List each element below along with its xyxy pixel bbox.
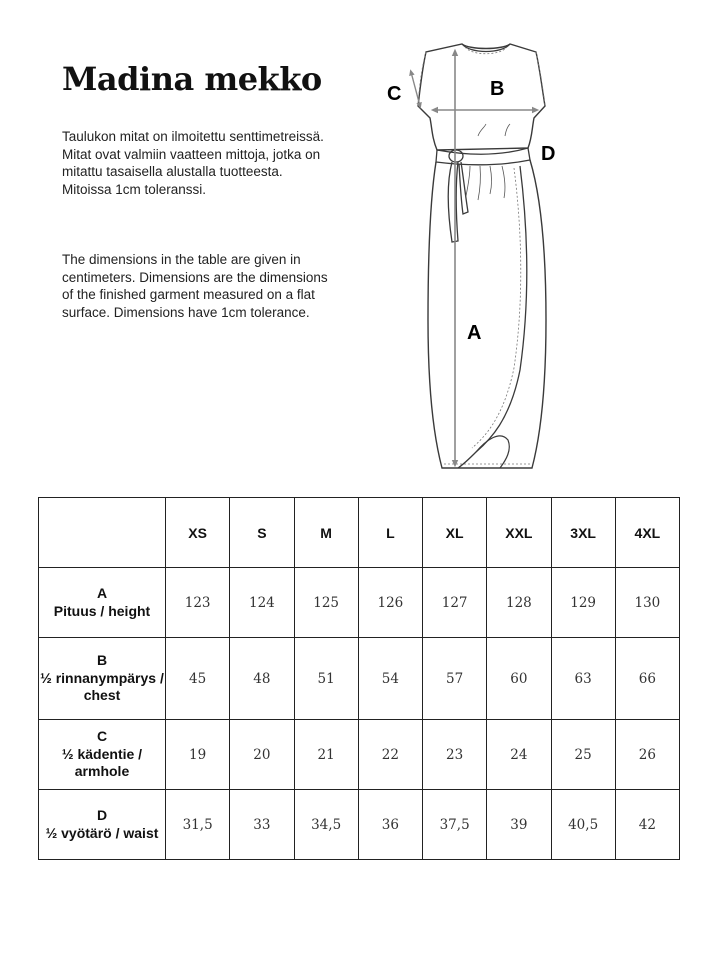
table-cell: 127: [423, 568, 487, 638]
row-description: Pituus / height: [53, 602, 151, 619]
table-cell: 51: [294, 638, 358, 720]
table-cell: 33: [230, 790, 294, 860]
table-cell: 22: [358, 720, 422, 790]
size-table: [38, 497, 680, 860]
table-cell: 125: [294, 568, 358, 638]
row-letter: B: [96, 652, 108, 669]
size-header-row: [39, 498, 680, 568]
table-cell: 21: [294, 720, 358, 790]
row-letter: D: [96, 807, 108, 823]
table-cell: 34,5: [294, 790, 358, 860]
row-header-height: [39, 568, 166, 638]
table-cell: 36: [358, 790, 422, 860]
table-cell: 126: [358, 568, 422, 638]
page-title: Madina mekko: [62, 60, 322, 98]
description-finnish: Taulukon mitat on ilmoitettu senttimetreissä. Mitat ovat valmiin vaatteen mittoja, jotka on mitattu tasaisella alustalla tuotteesta. Mitoissa 1cm toleranssi.: [62, 129, 324, 197]
size-header-xl: XL: [423, 498, 487, 568]
size-header-s: S: [230, 498, 294, 568]
table-cell: 66: [615, 638, 679, 720]
dress-illustration: [380, 30, 580, 480]
table-cell: 25: [551, 720, 615, 790]
table-cell: 45: [166, 638, 230, 720]
table-cell: 40,5: [551, 790, 615, 860]
table-cell: 23: [423, 720, 487, 790]
row-header-armhole: [39, 720, 166, 790]
table-corner-cell: [39, 498, 166, 568]
size-header-l: L: [358, 498, 422, 568]
size-header-xs: XS: [166, 498, 230, 568]
row-header-waist: [39, 790, 166, 860]
row-letter: A: [96, 585, 108, 601]
table-cell: 130: [615, 568, 679, 638]
table-row: [39, 790, 680, 860]
measure-label-c: C: [387, 83, 402, 105]
table-cell: 26: [615, 720, 679, 790]
table-cell: 31,5: [166, 790, 230, 860]
row-description: ½ vyötärö / waist: [45, 824, 159, 841]
table-cell: 129: [551, 568, 615, 638]
table-row: [39, 720, 680, 790]
table-cell: 123: [166, 568, 230, 638]
size-header-3xl: 3XL: [551, 498, 615, 568]
table-cell: 19: [166, 720, 230, 790]
table-cell: 20: [230, 720, 294, 790]
row-description: ½ kädentie / armhole: [61, 745, 143, 780]
table-cell: 42: [615, 790, 679, 860]
size-header-m: M: [294, 498, 358, 568]
row-header-chest: [39, 638, 166, 720]
table-cell: 48: [230, 638, 294, 720]
table-cell: 54: [358, 638, 422, 720]
table-cell: 63: [551, 638, 615, 720]
table-cell: 24: [487, 720, 551, 790]
measure-label-b: B: [490, 78, 505, 100]
size-header-4xl: 4XL: [615, 498, 679, 568]
table-row: [39, 568, 680, 638]
row-letter: C: [96, 728, 108, 745]
measure-label-a: A: [467, 322, 482, 344]
size-header-xxl: XXL: [487, 498, 551, 568]
table-cell: 128: [487, 568, 551, 638]
measure-label-d: D: [541, 143, 556, 165]
table-cell: 39: [487, 790, 551, 860]
table-cell: 60: [487, 638, 551, 720]
row-description: ½ rinnanympärys / chest: [40, 669, 164, 704]
table-cell: 124: [230, 568, 294, 638]
table-cell: 37,5: [423, 790, 487, 860]
table-row: [39, 638, 680, 720]
table-cell: 57: [423, 638, 487, 720]
description-english: The dimensions in the table are given in centimeters. Dimensions are the dimensions of the finished garment measured on a flat surface. Dimensions have 1cm tolerance.: [62, 252, 328, 320]
